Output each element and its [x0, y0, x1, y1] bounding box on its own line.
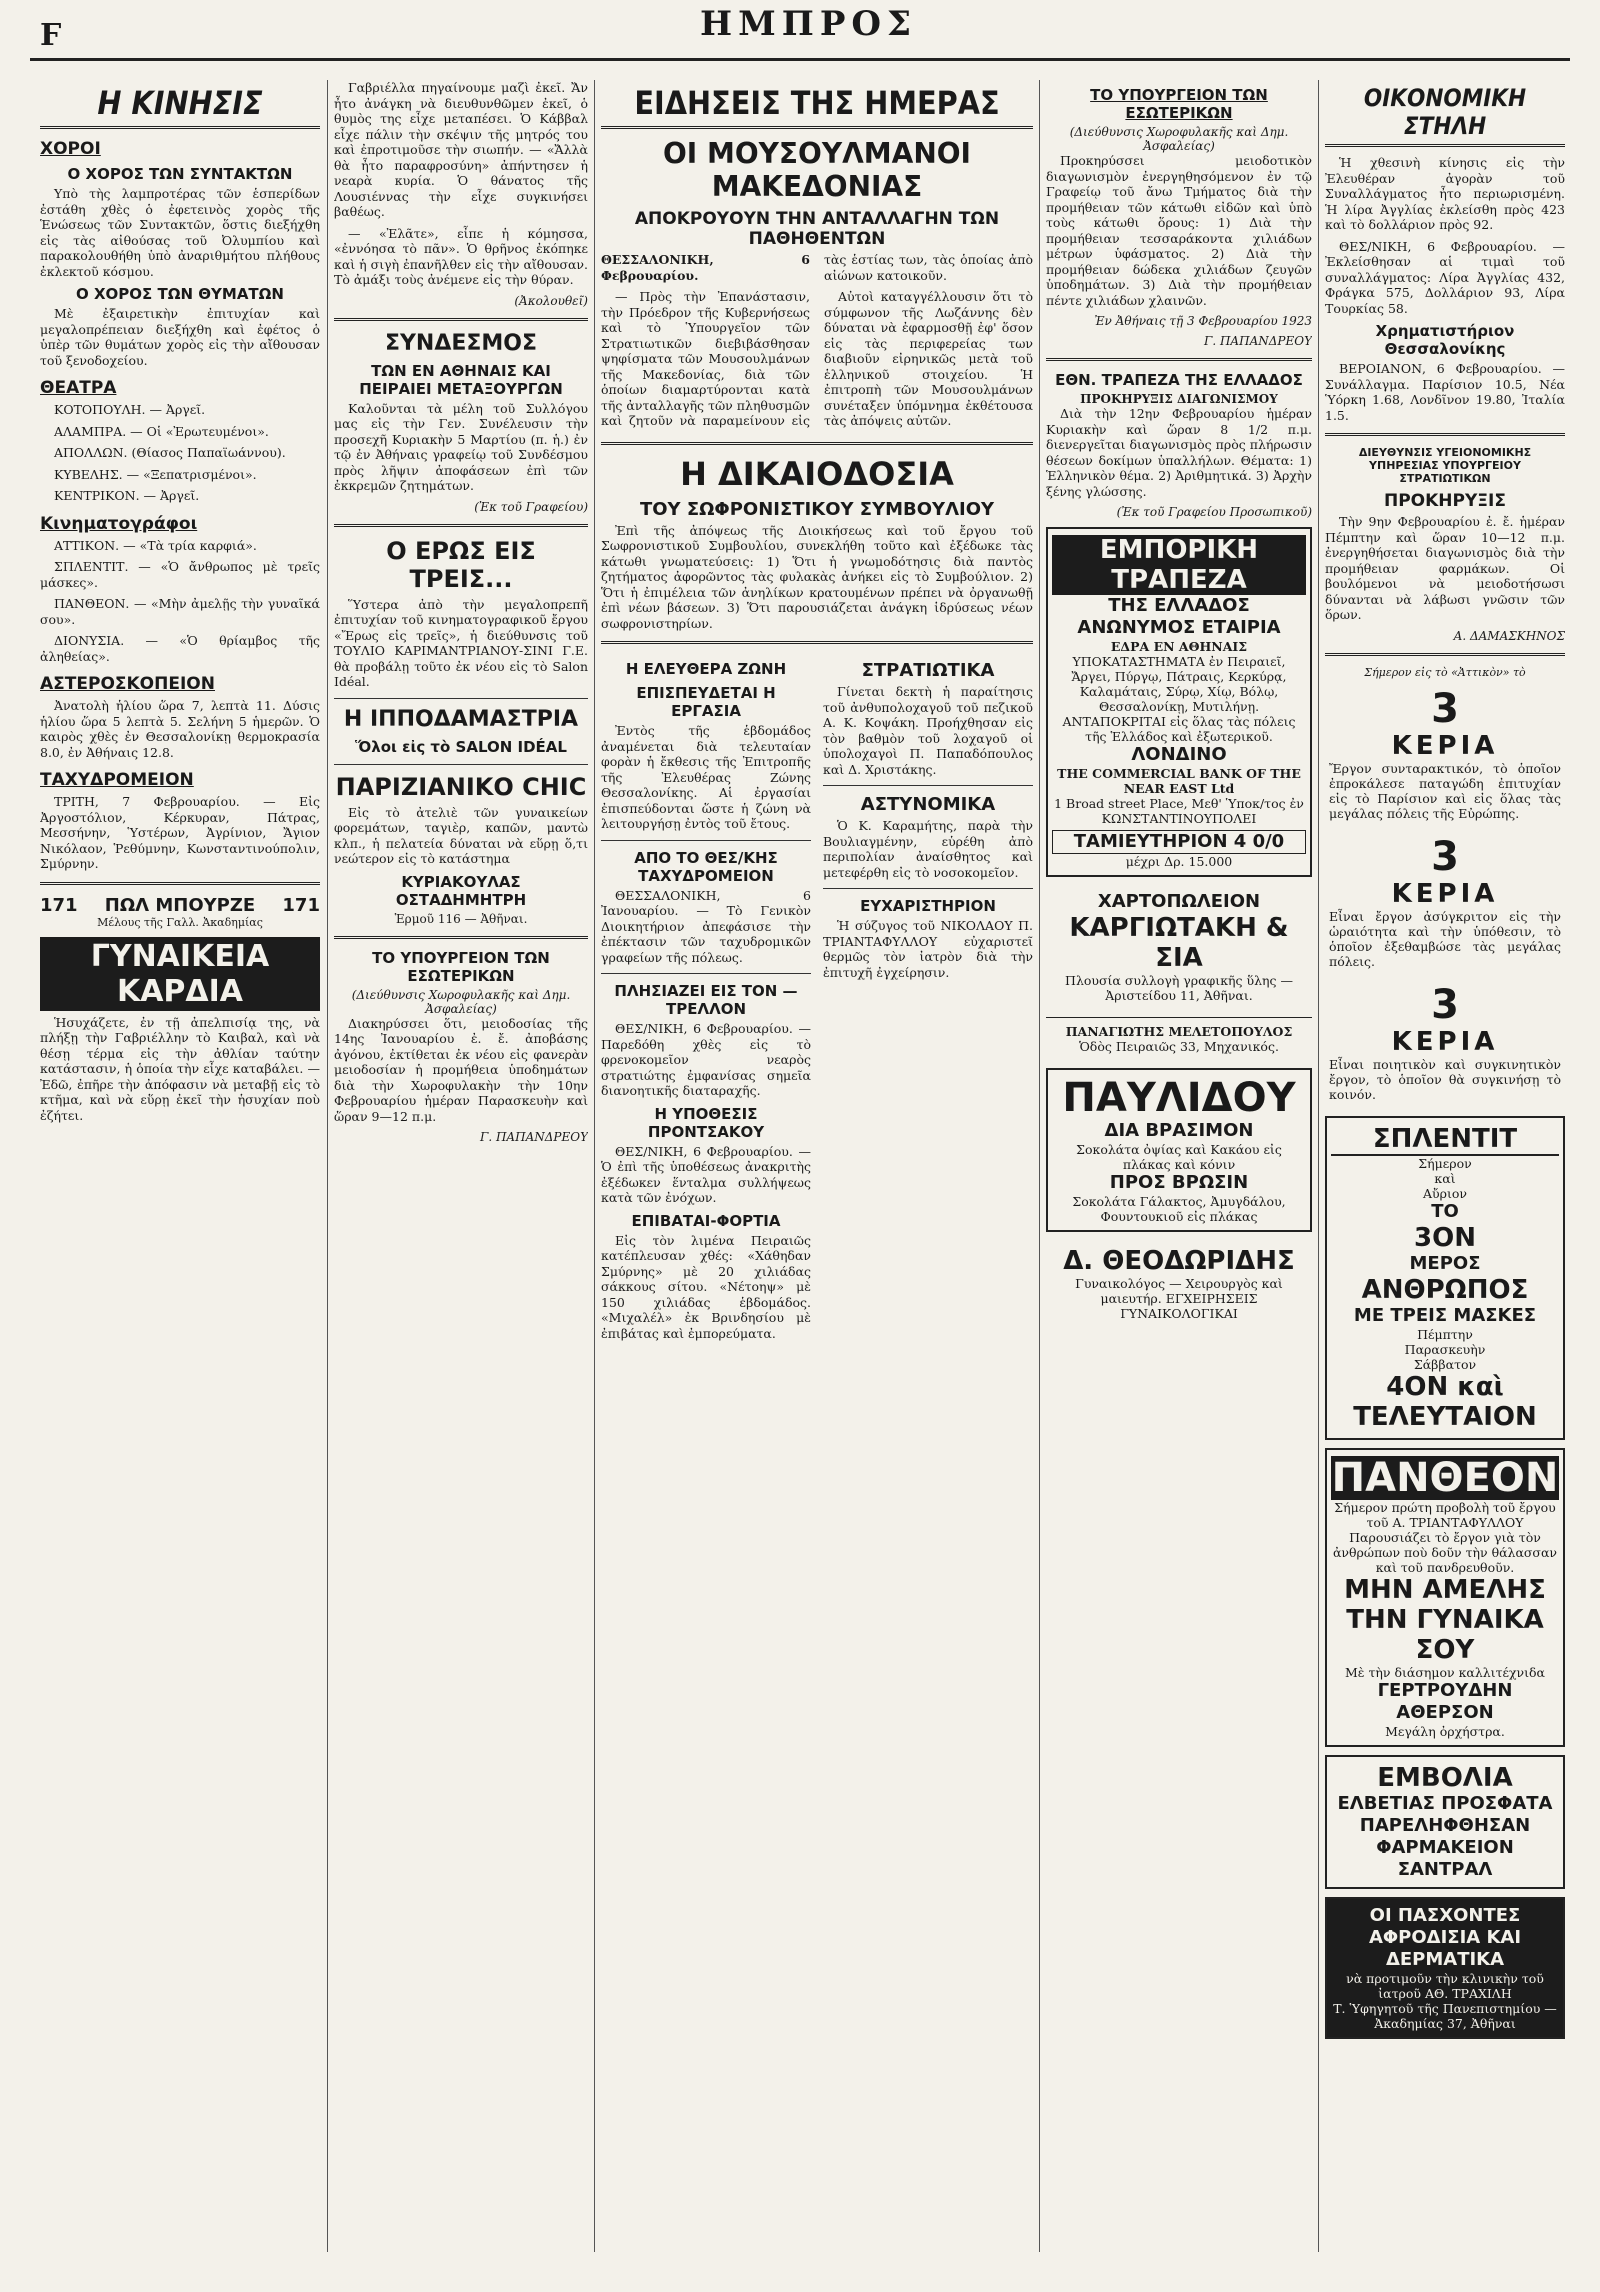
oikonomiki-text: Ἡ χθεσινὴ κίνησις εἰς τὴν Ἐλευθέραν ἀγορὰν τοῦ Συναλλάγματος ἦτο περιωρισμένη. Ἡ λίρα Ἀγγλίας ἐκλείσθη πρὸς 423 καὶ τὸ δολλάριον πρὸς 92.	[1325, 155, 1565, 232]
article-text: Εἰς τὸν λιμένα Πειραιῶς κατέπλευσαν χθές: «Χάθηδαν Σμύρνης» μὲ 20 χιλιάδας σάκκους σίτου. «Νέτοηψ» μὲ 150 χιλιάδας ἑβδομάδος. «Μιχαλέλ» ἐκ Βρινδησίου μὲ ἐπιβάτας καὶ ἐμπορεύματα.	[601, 1232, 811, 1341]
column-divider	[1039, 80, 1040, 2252]
ypourgeio-title: ΤΟ ΥΠΟΥΡΓΕΙΟΝ ΤΩΝ ΕΣΩΤΕΡΙΚΩΝ	[1090, 86, 1268, 122]
pavlidou-text: Σοκολάτα ὀψίας καὶ Κακάου εἰς πλάκας καὶ κόνιν	[1076, 1142, 1282, 1172]
article-text: Ἡ σύζυγος τοῦ ΝΙΚΟΛΑΟΥ Π. ΤΡΙΑΝΤΑΦΥΛΛΟΥ εὐχαριστεῖ θερμῶς τὸν ἰατρὸν διὰ τὴν ἐπιτυχῆ ἐγχείρησιν.	[823, 918, 1033, 980]
emporiki-bank-address: 1 Broad street Place, Mεθ' Ὑποκ/τος ἐν ΚΩΝΣΤΑΝΤΙΝΟΥΠΟΛΕΙ	[1054, 796, 1304, 826]
pantheon-headline-2: ΤΗΝ ΓΥΝΑΙΚΑ ΣΟΥ	[1346, 1604, 1544, 1665]
divider	[1046, 358, 1312, 361]
syndesmos-subtitle: ΤΩΝ ΕΝ ΑΘΗΝΑΙΣ ΚΑΙ ΠΕΙΡΑΙΕΙ ΜΕΤΑΞΟΥΡΓΩΝ	[359, 361, 563, 398]
ethniki-trapeza-text: Διὰ τὴν 12ην Φεβρουαρίου ἡμέραν Κυριακὴν καὶ ὥραν 8 1/2 π.μ. διενεργεῖται διαγωνισμὸς πρὸς πλήρωσιν θέσεων δοκίμων ὑπαλλήλων. Θέματα: 1) Ἑλληνικὸν θέμα. 2) Ἀριθμητικά. 3) Ἀρχὴν ξένης γλώσσης.	[1046, 406, 1312, 499]
splendit-anthropos: ΑΝΘΡΩΠΟΣ	[1361, 1274, 1529, 1305]
headline-trellon: ΠΛΗΣΙΑΖΕΙ ΕΙΣ ΤΟΝ — ΤΡΕΛΛΟΝ	[614, 982, 798, 1018]
article-text: ΘΕΣ/ΝΙΚΗ, 6 Φεβρουαρίου. — Ὁ ἐπὶ τῆς ὑποθέσεως ἀνακριτὴς ἐξέδωκεν ἕνταλμα συλλήψεως κατὰ τῶν ἐνόχων.	[601, 1143, 811, 1205]
emporiki-correspondents: ΑΝΤΑΠΟΚΡΙΤΑΙ εἰς ὅλας τὰς πόλεις τῆς Ἑλλάδος καὶ ἐξωτερικοῦ.	[1062, 714, 1296, 744]
asteroskopeion-text: Ἀνατολὴ ἡλίου ὥρα 7, λεπτὰ 11. Δύσις ἡλίου ὥρα 5 λεπτὰ 5. Σελήνη 5 ἡμερῶν. Ὁ καιρὸς χθὲς ἐν Θεσσαλονίκῃ θερμοκρασία 8.0, ἐν Ἀθήναις 12.8.	[40, 698, 320, 760]
list-item: ΚΟΤΟΠΟΥΛΗ. — Ἀργεῖ.	[54, 402, 206, 417]
ad-emporiki-trapeza	[1046, 527, 1312, 877]
headline-astynomika: ΑΣΤΥΝΟΜΙΚΑ	[860, 794, 996, 815]
splendit-maskes: ΜΕ ΤΡΕΙΣ ΜΑΣΚΕΣ	[1353, 1304, 1537, 1326]
splendit-line: Αὔριον	[1422, 1185, 1467, 1201]
kerkia-text: Εἶναι ποιητικὸν καὶ συγκινητικὸν ἔργον, τὸ ὁποῖον θὰ συγκινήσῃ τὸ κοινόν.	[1329, 1056, 1561, 1102]
ethniki-trapeza-title: ΕΘΝ. ΤΡΑΠΕΖΑ ΤΗΣ ΕΛΛΑΔΟΣ	[1055, 371, 1303, 389]
divider	[334, 524, 588, 527]
prokiryxis-subtitle: ΠΡΟΚΗΡΥΞΙΣ	[1384, 491, 1506, 511]
emporiki-subtitle: ΑΝΩΝΥΜΟΣ ΕΤΑΙΡΙΑ	[1077, 617, 1281, 638]
xrimatistirio-heading: Χρηματιστήριον Θεσσαλονίκης	[1375, 322, 1515, 358]
column-oikonomiki	[1325, 80, 1565, 2262]
dateline: ΘΕΣΣΑΛΟΝΙΚΗ, 6 Φεβρουαρίου.	[601, 252, 810, 283]
parisian-chic-name: ΚΥΡΙΑΚΟΥΛΑΣ ΟΣΤΑΔΗΜΗΤΡΗ	[395, 872, 527, 909]
ad-xartopoleion	[1046, 885, 1312, 1009]
ad-theodoridis	[1046, 1240, 1312, 1327]
pavlidou-subtitle: ΔΙΑ ΒΡΑΣΙΜΟΝ	[1104, 1120, 1254, 1141]
ad-pavlidou	[1046, 1068, 1312, 1232]
serial-continuation: — «Ἐλᾶτε», εἶπε ἡ κόμησσα, «ἐννόησα τὸ πᾶν». Ὁ θρῆνος ἐκόπηκε καὶ ἡ σιγὴ ἐπανῆλθεν εἰς τὴν αἴθουσαν. Τὸ ἀμάξι τοὺς ἀνέμενε εἰς τὴν θύραν.	[334, 225, 588, 287]
xartopoleion-text: Πλουσία συλλογὴ γραφικῆς ὕλης — Ἀριστείδου 11, Ἀθῆναι.	[1065, 973, 1293, 1003]
serial-continuation: Γαβριέλλα πηγαίνουμε μαζὶ ἐκεῖ. Ἄν ἦτο ἀνάγκη νὰ διευθυνθῶμεν ἐκεῖ, ὁ θυμὸς της εἶχε μεταπέσει. Ὁ Κάββαλ εἶχε πάλιν τὴν σκέψιν τῆς μητρός του καὶ ἐπροτιμοῦσε τὴν σιωπήν. — «Ἄλλὰ θὰ ἦτο παραφροσύνη» ἀπήντησεν ἡ νεαρὰ κυρία. Ὁ θάνατος τῆς Λουσιέννας τὴν εἶχε συγκινήσει βαθέως.	[334, 80, 588, 219]
aphrodisia-title: ΟΙ ΠΑΣΧΟΝΤΕΣ	[1369, 1904, 1521, 1926]
list-item: ΑΛΑΜΠΡΑ. — Οἱ «Ἐρωτευμένοι».	[54, 423, 269, 439]
article-mousoulmanoi	[601, 252, 1033, 432]
theodoridis-text: Γυναικολόγος — Χειρουργὸς καὶ μαιευτήρ. ΕΓΧΕΙΡΗΣΕΙΣ ΓΥΝΑΙΚΟΛΟΓΙΚΑΙ	[1075, 1276, 1283, 1321]
ippodamastria-subtitle: Ὅλοι εἰς τὸ SALON IDÉAL	[355, 737, 567, 756]
syndesmos-signature: (Ἐκ τοῦ Γραφείου)	[474, 499, 588, 514]
divider	[334, 936, 588, 939]
emvolia-text: ΠΑΡΕΛΗΦΘΗΣΑΝ	[1359, 1814, 1531, 1836]
pavlidou-subtitle-2: ΠΡΟΣ ΒΡΩΣΙΝ	[1109, 1172, 1249, 1193]
headline-eucharistirion: ΕΥΧΑΡΙΣΤΗΡΙΟΝ	[860, 897, 996, 915]
section-title-eidiseis: ΕΙΔΗΣΕΙΣ ΤΗΣ ΗΜΕΡΑΣ	[601, 84, 1033, 129]
parisian-chic-text: Εἰς τὸ ἀτελιὲ τῶν γυναικείων φορεμάτων, ταγιὲρ, καπῶν, μαντὼ κλπ., ἡ πελατεία δύναται νὰ εὕρῃ ὅ,τι νεώτερον εἰς τὸ κατάστημα	[334, 804, 588, 866]
headline-eleuthera-zoni-sub: ΕΠΙΣΠΕΥΔΕΤΑΙ Η ΕΡΓΑΣΙΑ	[636, 684, 776, 720]
xoros-thymaton-text: Μὲ ἐξαιρετικὴν ἐπιτυχίαν καὶ μεγαλοπρέπειαν διεξήχθη καὶ ἐφέτος ὁ ὑπὲρ τῶν θυμάτων χορὸς εἰς τὴν αἴθουσαν τοῦ ξενοδοχείου.	[40, 306, 320, 368]
emporiki-tamieutirion-sub: μέχρι Δρ. 15.000	[1125, 854, 1233, 869]
aphrodisia-text: νὰ προτιμοῦν τὴν κλινικὴν τοῦ ἰατροῦ ΑΘ. ΤΡΑΧΙΛΗ	[1346, 1970, 1544, 2001]
serial-signature: (Ἀκολουθεῖ)	[514, 293, 588, 308]
meletopoulos-text: Ὁδὸς Πειραιῶς 33, Μηχανικός.	[1079, 1039, 1279, 1054]
xartopoleion-name: ΚΑΡΓΙΩΤΑΚΗ & ΣΙΑ	[1069, 913, 1289, 973]
divider	[1325, 653, 1565, 656]
list-item: ΚΕΝΤΡΙΚΟΝ. — Ἀργεῖ.	[54, 488, 200, 503]
xoros-syntakton-heading: Ο ΧΟΡΟΣ ΤΩΝ ΣΥΝΤΑΚΤΩΝ	[67, 165, 293, 183]
column-2	[334, 80, 588, 2262]
list-item: ΠΑΝΘΕΟΝ. — «Μὴν ἀμελῇς τὴν γυναῖκά σου».	[40, 596, 320, 627]
headline-mousoulmanoi-sub: ΑΠΟΚΡΟΥΟΥΝ ΤΗΝ ΑΝΤΑΛΛΑΓΗΝ ΤΩΝ ΠΑΘΗΘΕΝΤΩΝ	[634, 209, 1000, 249]
emporiki-tamieutirion: ΤΑΜΙΕΥΤΗΡΙΟΝ 4 0/0	[1052, 830, 1306, 854]
ad-emvolia	[1325, 1755, 1565, 1889]
emvolia-title: ΕΜΒΟΛΙΑ	[1377, 1762, 1513, 1793]
theodoridis-title: Δ. ΘΕΟΔΩΡΙΔΗΣ	[1063, 1246, 1295, 1276]
meletopoulos-title: ΠΑΝΑΓΙΩΤΗΣ ΜΕΛΕΤΟΠΟΥΛΟΣ	[1065, 1024, 1293, 1039]
column-divider	[327, 80, 328, 2252]
article-text: Γίνεται δεκτὴ ἡ παραίτησις τοῦ ἀνθυπολοχαγοῦ τοῦ πεζικοῦ Α. Κ. Κοψάκη. Προήχθησαν εἰς τὸν βαθμὸν τοῦ λοχαγοῦ οἱ ὑπολοχαγοὶ Π. Παπαδόπουλος καὶ Δ. Χριστάκης.	[823, 684, 1033, 777]
xartopoleion-title: ΧΑΡΤΟΠΩΛΕΙΟΝ	[1097, 891, 1261, 912]
splendit-line: Σάββατον	[1413, 1356, 1477, 1372]
aphrodisia-subtitle: ΑΦΡΟΔΙΣΙΑ ΚΑΙ ΔΕΡΜΑΤΙΚΑ	[1368, 1926, 1522, 1970]
ad-kerkia-2	[1325, 829, 1565, 975]
kerkia-word: ΚΕΡΙΑ	[1391, 730, 1499, 761]
emvolia-subtitle: ΕΛΒΕΤΙΑΣ ΠΡΟΣΦΑΤΑ	[1337, 1792, 1553, 1814]
pavlidou-title: ΠΑΥΛΙΔΟΥ	[1062, 1075, 1296, 1121]
serial-title: ΓΥΝΑΙΚΕΙΑ ΚΑΡΔΙΑ	[40, 937, 320, 1011]
splendit-to: ΤΟ	[1431, 1200, 1459, 1222]
xoros-syntakton-text: Υπὸ τὴς λαμπροτέρας τῶν ἑσπερίδων ἐστάθη χθὲς ὁ ἐφετεινὸς χορὸς τῆς Ἑνώσεως τῶν Συντακτῶν, ὅστις διεξήχθη εἰς τὰς αἰθούσας τοῦ Ὀλυμπίου καὶ παρακολουθήθη ὑπὸ ἀναριθμήτου πλήθους ἐκλεκτοῦ κόσμου.	[40, 186, 320, 279]
pantheon-text: Παρουσιάζει τὸ ἔργον γιὰ τὸν ἀνθρώπων ποὺ δοῦν τὴν θάλασσαν καὶ τοῦ πανδρευθοῦν.	[1332, 1529, 1558, 1575]
headline-prontsakou: Η ΥΠΟΘΕΣΙΣ ΠΡΟΝΤΣΑΚΟΥ	[647, 1104, 765, 1141]
article-text: Ἐντὸς τῆς ἑβδομάδος ἀναμένεται διὰ τελευταίαν φορὰν ἡ ἔκθεσις τῆς Ἐπιτροπῆς τῆς Ἐλευθέρας Ζώνης Θεσσαλονίκης. Αἱ ἐργασίαι ἐπισπεύδονται ὥστε ἡ ζώνη νὰ λειτουργήσῃ ἐντὸς τοῦ ἔτους.	[601, 723, 811, 831]
emporiki-london: ΛΟΝΔΙΝΟ	[1131, 744, 1227, 765]
emporiki-branches: ΥΠΟΚΑΤΑΣΤΗΜΑΤΑ ἐν Πειραιεῖ, Ἄργει, Πύργῳ, Πάτραις, Κερκύρᾳ, Καλαμάταις, Σύρῳ, Χίῳ, Βόλῳ, Θεσσαλονίκῃ, Μυτιλήνῃ.	[1071, 654, 1287, 714]
emporiki-title: ΕΜΠΟΡΙΚΗ ΤΡΑΠΕΖΑ	[1052, 535, 1306, 595]
aphrodisia-text-2: Τ. Ὑφηγητοῦ τῆς Πανεπιστημίου — Ἀκαδημίας 37, Ἀθῆναι	[1333, 2000, 1557, 2031]
section-title-oikonomiki: ΟΙΚΟΝΟΜΙΚΗ ΣΤΗΛΗ	[1325, 84, 1565, 147]
article-text: ΘΕΣ/ΝΙΚΗ, 6 Φεβρουαρίου. — Παρεδόθη χθὲς εἰς τὸ φρενοκομεῖον νεαρὸς στρατιώτης ἐμφανίσας σημεῖα διανοητικῆς διαταραχῆς.	[601, 1021, 811, 1098]
serial-number: 171	[40, 894, 78, 916]
masthead-rule	[30, 58, 1570, 61]
ypourgeio-signature: Γ. ΠΑΠΑΝΔΡΕΟΥ	[480, 1130, 588, 1144]
divider	[601, 973, 811, 974]
masthead	[0, 0, 1600, 64]
ypourgeio-signature: Γ. ΠΑΠΑΝΔΡΕΟΥ	[1204, 334, 1312, 348]
emporiki-bank: THE COMMERCIAL BANK OF THE NEAR EAST Ltd	[1057, 766, 1301, 796]
column-divider	[1318, 80, 1319, 2252]
article-text: — Πρὸς τὴν Ἐπανάστασιν, τὴν Πρόεδρον τῆς Κυβερνήσεως καὶ τὸ Ὑπουργεῖον τῶν Στρατιωτικῶν διεβιβάσθησαν ψηφίσματα τῶν Μουσουλμάνων τῆς Μακεδονίας, διὰ τῶν ὁποίων διαμαρτύρονται κατὰ τῆς ἀνταλλαγῆς τῶν πληθυσμῶν καὶ ζητοῦν νὰ παραμείνουν εἰς τὰς ἑστίας των, τὰς ὁποίας ἀπὸ αἰώνων κατοικοῦν.	[601, 252, 1033, 428]
pantheon-headline: ΜΗΝ ΑΜΕΛΗΣ	[1344, 1574, 1546, 1605]
divider	[334, 764, 588, 765]
xoroi-heading: ΧΟΡΟΙ	[40, 139, 101, 159]
divider	[823, 888, 1033, 889]
pantheon-text: Σήμερον πρώτη προβολὴ τοῦ ἔργου τοῦ Α. ΤΡΙΑΝΤΑΦΥΛΛΟΥ	[1334, 1499, 1556, 1530]
splendit-part-3: 3ΟΝ	[1414, 1222, 1476, 1253]
prokiryxis-heading: ΔΙΕΥΘΥΝΣΙΣ ΥΓΕΙΟΝΟΜΙΚΗΣ ΥΠΗΡΕΣΙΑΣ ΥΠΟΥΡΓΕΙΟΥ ΣΤΡΑΤΙΩΤΙΚΩΝ	[1358, 446, 1532, 485]
prokiryxis-text: Τὴν 9ην Φεβρουαρίου ἐ. ἔ. ἡμέραν Πέμπτην καὶ ὥραν 10—12 π.μ. ἐνεργηθήσεται διαγωνισμὸς διὰ τὴν προμήθειαν φαρμάκων. Οἱ βουλόμενοι νὰ μειοδοτήσωσι δύνανται νὰ λάβωσι γνῶσιν τῶν ὅρων.	[1325, 514, 1565, 622]
kinematografoi-heading: Κινηματογράφοι	[40, 513, 198, 534]
pantheon-title: ΠΑΝΘΕΟΝ	[1331, 1454, 1559, 1501]
divider	[823, 785, 1033, 786]
ypourgeio-title: ΤΟ ΥΠΟΥΡΓΕΙΟΝ ΤΩΝ ΕΣΩΤΕΡΙΚΩΝ	[372, 948, 550, 985]
headline-stratiotika: ΣΤΡΑΤΙΩΤΙΚΑ	[861, 660, 995, 681]
serial-subtitle: Μέλους τῆς Γαλλ. Ἀκαδημίας	[97, 915, 263, 929]
eros-title: Ο ΕΡΩΣ ΕΙΣ ΤΡΕΙΣ...	[386, 536, 536, 593]
splendit-teleftaion: ΤΕΛΕΥΤΑΙΟΝ	[1353, 1401, 1537, 1432]
taxydromeion-heading: ΤΑΧΥΔΡΟΜΕΙΟΝ	[40, 770, 194, 790]
headline-dikaiodosia: Η ΔΙΚΑΙΟΔΟΣΙΑ	[680, 454, 954, 493]
ad-meletopoulos	[1046, 1017, 1312, 1060]
lower-articles	[601, 654, 1033, 1347]
ippodamastria-title: Η ΙΠΠΟΔΑΜΑΣΤΡΙΑ	[343, 706, 579, 732]
lower-left-articles	[601, 654, 811, 1347]
column-kinisis	[40, 80, 320, 2262]
column-divider	[594, 80, 595, 2252]
theatra-list	[40, 402, 320, 504]
ad-splendit	[1325, 1116, 1565, 1440]
column-eidiseis	[601, 80, 1033, 2262]
article-text: ΘΕΣΣΑΛΟΝΙΚΗ, 6 Ἰανουαρίου. — Τὸ Γενικὸν Διοικητήριον ἀπεφάσισε τὴν ἐπέκτασιν τῶν ταχυδρομικῶν γραφείων τῆς πόλεως.	[601, 887, 811, 965]
newspaper-title: ΗΜΠΡΟΣ	[700, 4, 918, 44]
taxydromeion-text: ΤΡΙΤΗ, 7 Φεβρουαρίου. — Εἰς Ἀργοστόλιον, Κέρκυραν, Πάτρας, Μεσσήνην, Ὑστέρων, Ἀγρίνιον, Ἄγιον Νικόλαον, Ῥεθύμνην, Κωνσταντινούπολιν, Σμύρνην.	[40, 794, 320, 871]
pantheon-text: Μεγάλη ὀρχήστρα.	[1385, 1723, 1505, 1739]
ad-kerkia-3	[1325, 977, 1565, 1108]
kerkia-intro: Σήμερον εἰς τὸ «Ἀττικὸν» τὸ	[1364, 665, 1526, 679]
kinematografoi-list	[40, 538, 320, 665]
article-text: Αὐτοὶ καταγγέλλουσιν ὅτι τὸ σύμφωνον τῆς Λωζάννης δὲν δύναται νὰ ἐφαρμοσθῇ ἐφ' ὅσον εἰς τὰς περιφερείας των διαβιοῦν εἰρηνικῶς μετὰ τοῦ ἑλληνικοῦ στοιχείου. Ἡ ἐπιτροπὴ τῶν Μουσουλμάνων συνέταξεν ὑπόμνημα ἐκθέτουσα τὰς ἀπόψεις αὐτῶν.	[824, 289, 1033, 428]
masthead-mark: Ϝ	[40, 18, 62, 53]
kerkia-word: ΚΕΡΙΑ	[1391, 878, 1499, 909]
theatra-heading: ΘΕΑΤΡΑ	[40, 378, 117, 398]
kerkia-text: Εἶναι ἔργον ἀσύγκριτον εἰς τὴν ὡραιότητα καὶ τὴν ὑπόθεσιν, τὸ ὁποῖον ἐξεθαμβώσε τὰς μεγάλας πόλεις.	[1329, 908, 1561, 969]
ethniki-trapeza-subtitle: ΠΡΟΚΗΡΥΞΙΣ ΔΙΑΓΩΝΙΣΜΟΥ	[1080, 392, 1278, 406]
kerkia-text: Ἔργον συνταρακτικόν, τὸ ὁποῖον ἐπροκάλεσε παταγώδη ἐπιτυχίαν εἰς τὸ Παρίσιον καὶ εἰς ὅλας τὰς μεγάλας πόλεις τῆς Εὐρώπης.	[1329, 760, 1561, 821]
syndesmos-text: Καλοῦνται τὰ μέλη τοῦ Συλλόγου μας εἰς τὴν Γεν. Συνέλευσιν τὴν προσεχῆ Κυριακὴν 5 Μαρτίου (π. ἡ.) ἐν τῷ ἐν Ἀθήναις γραφείῳ τοῦ Συνδέσμου πρὸς λῆψιν ἀποφάσεων ἐπὶ τῶν ἐκκρεμῶν ζητημάτων.	[334, 400, 588, 493]
splendit-part-4: 4ΟΝ καὶ	[1386, 1371, 1504, 1402]
splendit-line: Σήμερον	[1418, 1155, 1472, 1171]
headline-dikaiodosia-sub: ΤΟΥ ΣΩΦΡΟΝΙΣΤΙΚΟΥ ΣΥΜΒΟΥΛΙΟΥ	[639, 498, 995, 520]
divider	[601, 840, 811, 841]
kerkia-number: 3	[1431, 833, 1459, 880]
asteroskopeion-heading: ΑΣΤΕΡΟΣΚΟΠΕΙΟΝ	[40, 674, 215, 694]
ypourgeio-subtitle: (Διεύθυνσις Χωροφυλακῆς καὶ Δημ. Ἀσφαλείας)	[351, 987, 571, 1016]
parisian-chic-title: ΠΑΡΙΖΙΑΝΙΚΟ CHIC	[335, 772, 587, 801]
oikonomiki-text: ΒΕΡΟΙΑΝΟΝ, 6 Φεβρουαρίου. — Συνάλλαγμα. Παρίσιον 10.5, Νέα Ὑόρκη 1.68, Λονδῖνον 19.80, Ἰταλία 1.5.	[1325, 361, 1565, 423]
list-item: ΚΥΒΕΛΗΣ. — «Ξεπατρισμένοι».	[54, 466, 257, 482]
emvolia-pharmacy: ΦΑΡΜΑΚΕΙΟΝ ΣΑΝΤΡΑΛ	[1376, 1836, 1514, 1880]
splendit-meros: ΜΕΡΟΣ	[1409, 1252, 1481, 1274]
splendit-line: Πέμπτην	[1417, 1326, 1473, 1342]
lower-right-articles	[823, 654, 1033, 1347]
section-title-kinisis: Η ΚΙΝΗΣΙΣ	[40, 84, 320, 129]
splendit-line: Παρασκευὴν	[1404, 1341, 1486, 1357]
kerkia-word: ΚΕΡΙΑ	[1391, 1026, 1499, 1057]
divider	[334, 698, 588, 699]
splendit-line: καὶ	[1434, 1170, 1456, 1186]
headline-taxydromeion: ΑΠΟ ΤΟ ΘΕΣ/ΚΗΣ ΤΑΧΥΔΡΟΜΕΙΟΝ	[634, 848, 778, 885]
serial-author: ΠΩΛ ΜΠΟΥΡΖΕ	[104, 894, 256, 916]
article-text: Ὁ Κ. Καραμήτης, παρὰ τὴν Βουλιαγμένην, εὑρέθη ἀπὸ περιπολίαν ἀναίσθητος καὶ μετεφέρθη εἰς τὸ νοσοκομεῖον.	[823, 818, 1033, 880]
ad-pantheon	[1325, 1448, 1565, 1747]
emporiki-seat: ΕΔΡΑ ΕΝ ΑΘΗΝΑΙΣ	[1110, 639, 1248, 654]
serial-header	[40, 895, 320, 916]
divider	[1325, 433, 1565, 436]
headline-epivatai: ΕΠΙΒΑΤΑΙ-ΦΟΡΤΙΑ	[631, 1211, 781, 1230]
parisian-chic-address: Ἑρμοῦ 116 — Ἀθῆναι.	[394, 911, 528, 926]
divider	[334, 318, 588, 321]
ad-aphrodisia	[1325, 1897, 1565, 2039]
eros-text: Ὕστερα ἀπὸ τὴν μεγαλοπρεπῆ ἐπιτυχίαν τοῦ κινηματογραφικοῦ ἔργου «Ἔρως εἰς τρεῖς», ἡ διεύθυνσις τοῦ ΤΟΥΛΙΟ ΚΑΡΙΜΑΝΤΡΙΑΝΟΥ-ΣΙΝΙ Γ.Ε. θὰ προβάλῃ τοῦτο ἐκ νέου εἰς τὸ Salon Idéal.	[334, 596, 588, 689]
syndesmos-title: ΣΥΝΔΕΣΜΟΣ	[384, 330, 538, 356]
headline-eleuthera-zoni: Η ΕΛΕΥΘΕΡΑ ΖΩΝΗ	[625, 660, 787, 678]
ypourgeio-text: Προκηρύσσει μειοδοτικὸν διαγωνισμὸν ἐνεργηθησόμενον ἐν τῷ Γραφείῳ τοῦ ἄνω Τμήματος διὰ τὴν προμήθειαν τῶν κάτωθι εἰδῶν καὶ ὑπὸ τοὺς κάτωθι ὅρους: 1) Διὰ τὴν προμήθειαν τεσσαράκοντα χιλιάδων μέτρων ὑφάσματος. 2) Διὰ τὴν προμήθειαν δώδεκα χιλιάδων ζευγῶν ὑποδημάτων. 3) Διὰ τὴν προμήθειαν πέντε χιλιάδων χλαινῶν.	[1046, 153, 1312, 308]
oikonomiki-text: ΘΕΣ/ΝΙΚΗ, 6 Φεβρουαρίου. — Ἐκλείσθησαν αἱ τιμαὶ τοῦ συναλλάγματος: Λίρα Ἀγγλίας 432, Φράγκα 575, Δολλάριον 93, Λίρα Τουρκίας 58.	[1325, 238, 1565, 316]
ad-kerkia-1	[1325, 681, 1565, 827]
headline-mousoulmanoi: ΟΙ ΜΟΥΣΟΥΛΜΑΝΟΙ ΜΑΚΕΔΟΝΙΑΣ	[663, 137, 971, 203]
list-item: ΑΠΟΛΛΩΝ. (Θίασος Παπαϊωάννου).	[54, 445, 286, 460]
pantheon-star: ΓΕΡΤΡΟΥΔΗΝ ΑΘΕΡΣΟΝ	[1377, 1679, 1513, 1723]
ypourgeio-date: Ἐν Ἀθήναις τῇ 3 Φεβρουαρίου 1923	[1094, 314, 1312, 328]
serial-number: 171	[282, 894, 320, 916]
list-item: ΔΙΟΝΥΣΙΑ. — «Ὁ θρίαμβος τῆς ἀληθείας».	[40, 633, 320, 664]
ethniki-trapeza-signature: (Ἐκ τοῦ Γραφείου Προσωπικοῦ)	[1116, 505, 1312, 519]
prokiryxis-signature: Α. ΔΑΜΑΣΚΗΝΟΣ	[1453, 628, 1565, 643]
serial-text: Ἡσυχάζετε, ἐν τῇ ἀπελπισίᾳ της, νὰ πλήξῃ τὴν Γαβριέλλην τὸ Καιβαλ, καὶ νὰ θέσῃ τέρμα εἰς τὴν ἀθλίαν ταύτην κατάστασιν, ἡ ὁποία τὴν εἶχε καταβάλει. —Ἐδῶ, ἐπῆρε τὴν ἀπόφασιν νὰ μεταβῇ εἰς τὸ κτῆμα, καὶ νὰ εὕρῃ ἐκεῖ τὴν ἡσυχίαν ποὺ ἐζήτει.	[40, 1014, 320, 1123]
ypourgeio-text: Διακηρύσσει ὅτι, μειοδοσίας τῆς 14ης Ἰανουαρίου ἐ. ἔ. ἀποβάσης ἀγόνου, ἐκτίθεται ἐκ νέου εἰς φανερὰν μειοδοσίαν ἡ προμήθεια ὑποδημάτων διὰ τὴν Χωροφυλακὴν τὴν 10ην Φεβρουαρίου ἡμέραν Παρασκευὴν καὶ ὥραν 9—12 π.μ.	[334, 1015, 588, 1124]
xoros-thymaton-heading: Ο ΧΟΡΟΣ ΤΩΝ ΘΥΜΑΤΩΝ	[76, 285, 284, 303]
column-4	[1046, 80, 1312, 2262]
list-item: ΑΤΤΙΚΟΝ. — «Τὰ τρία καρφιά».	[54, 537, 257, 553]
splendit-title: ΣΠΛΕΝΤΙΤ	[1331, 1124, 1559, 1156]
pavlidou-text-2: Σοκολάτα Γάλακτος, Ἀμυγδάλου, Φουντουκιοῦ εἰς πλάκας	[1072, 1194, 1286, 1224]
divider	[601, 442, 1033, 445]
ypourgeio-subtitle: (Διεύθυνσις Χωροφυλακῆς καὶ Δημ. Ἀσφαλείας)	[1069, 125, 1289, 153]
kerkia-number: 3	[1431, 981, 1459, 1028]
emporiki-title-2: ΤΗΣ ΕΛΛΑΔΟΣ	[1108, 595, 1250, 616]
list-item: ΣΠΛΕΝΤΙΤ. — «Ὁ ἄνθρωπος μὲ τρεῖς μάσκες».	[40, 559, 320, 590]
divider	[601, 641, 1033, 644]
pantheon-text: Μὲ τὴν διάσημον καλλιτέχνιδα	[1345, 1664, 1545, 1680]
article-text: Ἐπὶ τῆς ἀπόψεως τῆς Διοικήσεως καὶ τοῦ ἔργου τοῦ Σωφρονιστικοῦ Συμβουλίου, συνεκλήθη τοῦτο καὶ ἐξέδωκε τὰς κάτωθι γνωματεύσεις: 1) Ὅτι ἡ γνωμοδότησις διὰ παντὸς ζητήματος ἀφορῶντος τὰς φυλακὰς ἀνήκει εἰς τὸ Συμβούλιον. 2) Ὅτι ἡ ἐπιμέλεια τῶν ἀνηλίκων κρατουμένων πρέπει νὰ ὀργανωθῇ ἐπὶ νέων βάσεων. 3) Ὅτι παρουσιάζεται ἀνάγκη ἱδρύσεως νέων σωφρονιστηρίων.	[601, 522, 1033, 631]
kerkia-number: 3	[1431, 685, 1459, 732]
divider	[40, 882, 320, 885]
